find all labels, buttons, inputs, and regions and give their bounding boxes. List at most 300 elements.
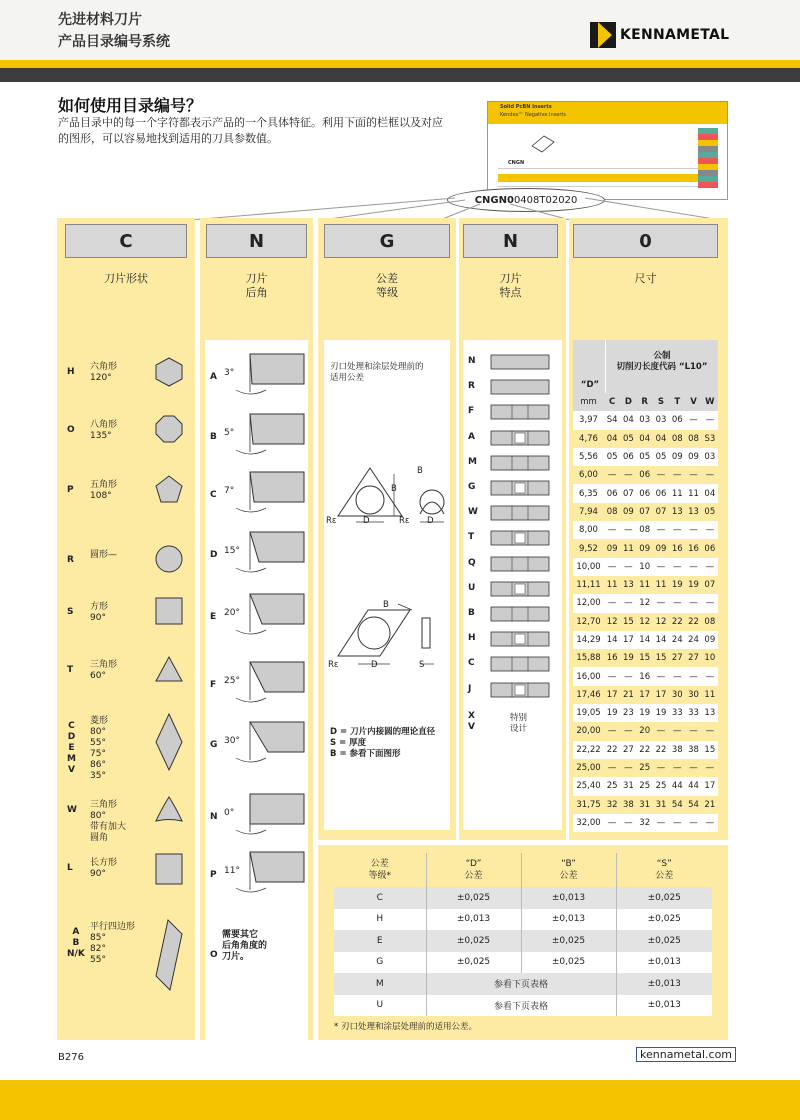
thumbnail-insert-icon — [528, 132, 558, 156]
size-code-cell: 16 — [637, 667, 653, 685]
size-code-cell: — — [604, 722, 620, 740]
size-code-cell: 09 — [637, 539, 653, 557]
table-row — [334, 909, 712, 931]
size-code-cell: 05 — [620, 430, 636, 448]
size-code-cell: — — [669, 759, 685, 777]
clearance-code: E — [210, 612, 217, 622]
size-code-cell: — — [604, 759, 620, 777]
tol-s: ±0,013 — [616, 973, 712, 995]
clearance-angle: 5° — [224, 428, 235, 438]
size-d-value: 6,35 — [573, 484, 604, 502]
size-code-cell: 12 — [653, 613, 669, 631]
size-code-cell: — — [620, 814, 636, 832]
size-code-cell: — — [702, 814, 718, 832]
size-code-cell: 04 — [604, 430, 620, 448]
tol-b: ±0,025 — [521, 930, 616, 952]
clearance-code: D — [210, 550, 218, 560]
tol-d: ±0,013 — [426, 909, 521, 931]
tolerance-table — [334, 853, 712, 1016]
feature-code: F — [468, 406, 475, 417]
size-code-cell: S3 — [702, 430, 718, 448]
feature-profile-icon — [490, 479, 550, 497]
table-row — [334, 995, 712, 1017]
thumbnail-row — [498, 174, 698, 182]
size-code-cell: 07 — [620, 484, 636, 502]
col-label-size: 尺寸 — [634, 272, 657, 285]
size-d-value: 14,29 — [573, 631, 604, 649]
tol-head-b: “B” 公差 — [521, 853, 616, 887]
shape-code: A B N/K — [67, 927, 85, 959]
size-code-cell: — — [669, 814, 685, 832]
size-code-cell: — — [669, 667, 685, 685]
size-code-cell: 25 — [604, 777, 620, 795]
size-code-cell: 25 — [637, 759, 653, 777]
size-code-cell: 22 — [637, 741, 653, 759]
table-row — [573, 741, 718, 759]
size-code-cell: 11 — [653, 576, 669, 594]
tol-grade: G — [334, 952, 426, 974]
feature-profile-icon — [490, 353, 550, 371]
size-col-s: S — [653, 393, 669, 411]
col-header-shape: C — [65, 224, 187, 258]
clearance-code: A — [210, 372, 217, 382]
feature-profile-icon — [490, 429, 550, 447]
size-code-cell: — — [685, 558, 701, 576]
size-code-cell: 17 — [637, 686, 653, 704]
kennametal-logo — [590, 22, 729, 48]
size-code-cell: 06 — [637, 466, 653, 484]
tol-label-b1: B — [391, 484, 397, 494]
size-unit-header: 公制 切削刃长度代码 “L10” — [616, 351, 708, 372]
size-code-cell: — — [669, 594, 685, 612]
rhombus-tolerance-diagram — [326, 596, 452, 676]
size-code-cell: 08 — [702, 613, 718, 631]
size-d-value: 4,76 — [573, 430, 604, 448]
size-code-cell: 07 — [637, 503, 653, 521]
size-code-cell: — — [653, 759, 669, 777]
size-col-c: C — [604, 393, 620, 411]
shape-desc: 长方形 90° — [90, 858, 118, 879]
feature-profile-icon — [490, 454, 550, 472]
tol-d: ±0,025 — [426, 887, 521, 909]
table-row — [573, 576, 718, 594]
clearance-code: B — [210, 432, 217, 442]
table-row — [334, 973, 712, 995]
size-code-cell: 17 — [604, 686, 620, 704]
size-code-cell: — — [702, 594, 718, 612]
header-yellow-band — [0, 60, 800, 68]
size-code-cell: 21 — [620, 686, 636, 704]
size-code-cell: 12 — [637, 613, 653, 631]
table-row — [573, 667, 718, 685]
size-code-cell: 08 — [669, 430, 685, 448]
size-code-cell: 22 — [653, 741, 669, 759]
size-code-cell: 22 — [685, 613, 701, 631]
size-code-cell: 06 — [604, 484, 620, 502]
site-link[interactable]: kennametal.com — [636, 1047, 736, 1062]
size-code-cell: 44 — [669, 777, 685, 795]
tol-s: ±0,013 — [616, 952, 712, 974]
feature-profile-icon — [490, 605, 550, 623]
size-code-cell: 10 — [637, 558, 653, 576]
rectangle-icon — [154, 852, 186, 886]
feature-code: W — [468, 507, 478, 518]
tol-grade: M — [334, 973, 426, 995]
size-code-cell: — — [685, 759, 701, 777]
header-title-line1: 先进材料刀片 — [58, 12, 142, 28]
tol-s: ±0,013 — [616, 995, 712, 1017]
size-code-cell: — — [702, 722, 718, 740]
tolerance-note: 刃口处理和涂层处理前的 适用公差 — [330, 362, 424, 383]
shape-desc: 圆形— — [90, 550, 118, 560]
size-code-cell: — — [669, 521, 685, 539]
shape-code: W — [67, 805, 77, 815]
size-code-cell: — — [685, 411, 701, 429]
size-d-value: 9,52 — [573, 539, 604, 557]
size-code-cell: 11 — [685, 484, 701, 502]
size-code-cell: — — [702, 411, 718, 429]
size-code-cell: — — [604, 814, 620, 832]
size-code-cell: — — [702, 667, 718, 685]
clearance-profile-icon — [246, 470, 306, 516]
size-code-cell: 05 — [604, 448, 620, 466]
size-d-value: 25,00 — [573, 759, 604, 777]
feature-code: J — [468, 683, 472, 694]
size-code-cell: 17 — [620, 631, 636, 649]
size-code-cell: 15 — [702, 741, 718, 759]
table-row — [573, 814, 718, 832]
tol-head-s: “S” 公差 — [616, 853, 712, 887]
size-code-cell: — — [702, 466, 718, 484]
size-code-cell: 27 — [685, 649, 701, 667]
size-code-cell: 27 — [669, 649, 685, 667]
thumbnail-title: Solid PcBN Inserts — [500, 104, 552, 110]
size-code-cell: — — [653, 722, 669, 740]
feature-code: R — [468, 381, 475, 392]
size-code-cell: — — [604, 594, 620, 612]
size-code-cell: — — [620, 667, 636, 685]
size-code-cell: 11 — [702, 686, 718, 704]
size-code-cell: 08 — [685, 430, 701, 448]
size-code-cell: 22 — [604, 741, 620, 759]
feature-code: U — [468, 582, 476, 593]
size-code-cell: 09 — [669, 448, 685, 466]
clearance-code: P — [210, 870, 217, 880]
feature-profile-icon — [490, 504, 550, 522]
size-code-cell: — — [653, 466, 669, 484]
col-label-shape: 刀片形状 — [104, 272, 148, 285]
tolerance-footnote: * 刃口处理和涂层处理前的适用公差。 — [334, 1022, 477, 1032]
col-label-feature: 刀片 特点 — [499, 272, 522, 299]
size-code-cell: 10 — [702, 649, 718, 667]
tol-label-b2: B — [417, 466, 423, 476]
square-icon — [154, 596, 186, 630]
table-row — [573, 777, 718, 795]
feature-profile-icon — [490, 378, 550, 396]
size-d-value: 22,22 — [573, 741, 604, 759]
size-code-cell: 19 — [685, 576, 701, 594]
clearance-code: O — [210, 950, 218, 960]
size-d-value: 20,00 — [573, 722, 604, 740]
triangle-icon — [154, 654, 186, 688]
size-mm-label: mm — [573, 393, 604, 411]
page-number: B276 — [58, 1052, 84, 1063]
size-code-cell: — — [685, 667, 701, 685]
size-code-cell: — — [685, 814, 701, 832]
page-title: 如何使用目录编号？ — [58, 96, 203, 115]
tol-grade: U — [334, 995, 426, 1017]
size-code-cell: 19 — [653, 704, 669, 722]
size-code-cell: — — [685, 521, 701, 539]
feature-profile-icon — [490, 529, 550, 547]
feature-profile-icon — [490, 655, 550, 673]
size-code-cell: — — [620, 759, 636, 777]
tol-label-s: S — [419, 660, 425, 670]
size-code-cell: — — [702, 521, 718, 539]
tol-s: ±0,025 — [616, 887, 712, 909]
size-code-cell: 09 — [604, 539, 620, 557]
size-code-cell: 05 — [702, 503, 718, 521]
table-row — [573, 521, 718, 539]
size-code-cell: 19 — [669, 576, 685, 594]
table-row — [573, 613, 718, 631]
feature-special-label: 特别 设计 — [510, 713, 528, 734]
size-code-cell: 07 — [702, 576, 718, 594]
size-code-cell: 06 — [653, 484, 669, 502]
size-code-cell: 04 — [620, 411, 636, 429]
tol-d: ±0,025 — [426, 952, 521, 974]
size-code-cell: 31 — [653, 796, 669, 814]
tol-head-grade: 公差 等级* — [334, 853, 426, 887]
table-row — [573, 558, 718, 576]
size-code-cell: 11 — [604, 576, 620, 594]
size-code-cell: 06 — [669, 411, 685, 429]
tol-head-d: “D” 公差 — [426, 853, 521, 887]
size-code-cell: 11 — [620, 539, 636, 557]
size-code-cell: 03 — [637, 411, 653, 429]
tol-d: ±0,025 — [426, 930, 521, 952]
clearance-profile-icon — [246, 592, 306, 638]
size-d-value: 16,00 — [573, 667, 604, 685]
col-header-clearance: N — [206, 224, 307, 258]
size-code-cell: 38 — [685, 741, 701, 759]
feature-code: A — [468, 431, 475, 442]
example-code-bold: CNGN0 — [474, 194, 514, 206]
size-code-cell: 13 — [620, 576, 636, 594]
size-code-cell: — — [620, 466, 636, 484]
size-code-cell: 54 — [685, 796, 701, 814]
size-d-value: 7,94 — [573, 503, 604, 521]
tol-grade: H — [334, 909, 426, 931]
thumbnail-rule — [498, 168, 698, 169]
size-code-cell: 12 — [604, 613, 620, 631]
feature-profile-icon — [490, 681, 550, 699]
tol-b: ±0,013 — [521, 909, 616, 931]
size-code-cell: — — [604, 521, 620, 539]
shape-code: H — [67, 367, 75, 377]
size-code-cell: 14 — [637, 631, 653, 649]
tolerance-legend: D = 刀片内接圆的理论直径 S = 厚度 B = 参看下面图形 — [330, 727, 436, 759]
feature-profile-icon — [490, 403, 550, 421]
table-row — [573, 466, 718, 484]
size-code-cell: — — [604, 466, 620, 484]
octagon-icon — [154, 414, 186, 448]
circle-icon — [154, 544, 186, 578]
table-row — [573, 649, 718, 667]
tol-see-next: 参看下页表格 — [426, 973, 616, 995]
size-code-cell: — — [653, 558, 669, 576]
tol-b: ±0,025 — [521, 952, 616, 974]
shape-desc: 六角形 120° — [90, 362, 118, 383]
size-d-value: 25,40 — [573, 777, 604, 795]
thumbnail-sub: CNGN — [508, 160, 525, 166]
clearance-angle: 11° — [224, 866, 240, 876]
size-code-cell: 09 — [685, 448, 701, 466]
clearance-profile-icon — [246, 720, 306, 766]
size-code-cell: 19 — [620, 649, 636, 667]
size-d-header: “D” — [580, 380, 600, 390]
tol-label-re2: Rε — [399, 516, 410, 526]
clearance-code: N — [210, 812, 218, 822]
clearance-angle: 30° — [224, 736, 240, 746]
size-code-cell: 06 — [702, 539, 718, 557]
size-code-cell: — — [653, 667, 669, 685]
col-label-clearance: 刀片 后角 — [245, 272, 268, 299]
shape-code: S — [67, 607, 74, 617]
size-code-cell: 24 — [685, 631, 701, 649]
clearance-angle: 3° — [224, 368, 235, 378]
size-code-cell: 11 — [637, 576, 653, 594]
clearance-angle: 15° — [224, 546, 240, 556]
brand-name: KENNAMETAL — [620, 27, 730, 43]
size-code-cell: 03 — [653, 411, 669, 429]
table-row — [334, 930, 712, 952]
feature-profile-icon — [490, 555, 550, 573]
header-dark-band — [0, 68, 800, 82]
feature-code: H — [468, 633, 476, 644]
intro-text: 产品目录中的每一个字符都表示产品的一个具体特征。利用下面的栏框以及对应的图形，可以容易地找到适用的刀具参数值。 — [58, 116, 443, 145]
size-code-cell: 15 — [637, 649, 653, 667]
size-d-value: 11,11 — [573, 576, 604, 594]
footer-yellow-band — [0, 1080, 800, 1120]
feature-code: C — [468, 658, 475, 669]
shape-code: T — [67, 665, 74, 675]
table-row — [573, 686, 718, 704]
size-table-colheads — [573, 393, 718, 411]
size-code-cell: 27 — [620, 741, 636, 759]
clearance-angle: 20° — [224, 608, 240, 618]
size-code-cell: 08 — [637, 521, 653, 539]
example-code-rest: 0408T02020 — [513, 194, 578, 206]
size-col-r: R — [637, 393, 653, 411]
size-code-cell: — — [669, 558, 685, 576]
table-row — [573, 594, 718, 612]
clearance-profile-icon — [246, 352, 306, 398]
size-code-cell: — — [685, 594, 701, 612]
size-code-cell: — — [685, 722, 701, 740]
size-code-cell: — — [702, 558, 718, 576]
size-code-cell: 03 — [702, 448, 718, 466]
feature-code: M — [468, 456, 477, 467]
size-d-value: 8,00 — [573, 521, 604, 539]
size-code-cell: 19 — [604, 704, 620, 722]
feature-profile-icon — [490, 580, 550, 598]
size-code-cell: 32 — [604, 796, 620, 814]
header-title-line2: 产品目录编号系统 — [58, 34, 170, 50]
feature-code: N — [468, 356, 476, 366]
feature-code: Q — [468, 557, 476, 568]
table-row — [573, 411, 718, 429]
size-d-value: 10,00 — [573, 558, 604, 576]
table-row — [334, 887, 712, 909]
feature-code: G — [468, 482, 476, 492]
size-d-value: 3,97 — [573, 411, 604, 429]
size-code-cell: 13 — [702, 704, 718, 722]
tol-b: ±0,013 — [521, 887, 616, 909]
table-row — [573, 722, 718, 740]
tol-label-d1: D — [363, 516, 370, 526]
clearance-profile-icon — [246, 660, 306, 706]
col-header-tolerance: G — [324, 224, 450, 258]
size-code-cell: 09 — [702, 631, 718, 649]
shape-desc: 平行四边形 85° 82° 55° — [90, 922, 136, 965]
shape-desc: 五角形 108° — [90, 480, 118, 501]
clearance-code: C — [210, 490, 217, 500]
size-code-cell: 11 — [669, 484, 685, 502]
shape-code: R — [67, 555, 74, 565]
shape-code: P — [67, 485, 74, 495]
size-code-cell: — — [653, 814, 669, 832]
size-code-cell: 38 — [669, 741, 685, 759]
tol-see-next: 参看下页表格 — [426, 995, 616, 1017]
size-code-cell: 20 — [637, 722, 653, 740]
size-d-value: 12,70 — [573, 613, 604, 631]
size-code-cell: 31 — [637, 796, 653, 814]
shape-code: C D E M V — [67, 721, 76, 775]
size-d-value: 5,56 — [573, 448, 604, 466]
feature-special-codes: X V — [468, 711, 475, 732]
clearance-code: F — [210, 680, 217, 690]
tol-s: ±0,025 — [616, 909, 712, 931]
size-code-cell: 08 — [604, 503, 620, 521]
size-code-cell: 25 — [653, 777, 669, 795]
size-code-cell: — — [669, 466, 685, 484]
clearance-angle: 7° — [224, 486, 235, 496]
size-code-cell: 13 — [685, 503, 701, 521]
size-col-d: D — [620, 393, 636, 411]
size-code-cell: 12 — [637, 594, 653, 612]
tol-label-b3: B — [383, 600, 389, 610]
shape-code: L — [67, 863, 73, 873]
size-code-cell: 15 — [620, 613, 636, 631]
size-code-cell: 04 — [702, 484, 718, 502]
clearance-angle: 25° — [224, 676, 240, 686]
size-code-cell: 06 — [620, 448, 636, 466]
size-code-cell: S4 — [604, 411, 620, 429]
tol-grade: C — [334, 887, 426, 909]
table-row — [573, 430, 718, 448]
rhombus-icon — [154, 712, 186, 772]
catalog-thumbnail — [487, 101, 728, 200]
size-code-cell: 25 — [637, 777, 653, 795]
size-code-cell: 44 — [685, 777, 701, 795]
size-code-cell: 23 — [620, 704, 636, 722]
size-code-cell: 06 — [637, 484, 653, 502]
size-code-cell: — — [620, 594, 636, 612]
thumbnail-subtitle: Kendex™ Negative Inserts — [500, 112, 566, 118]
size-code-cell: 15 — [653, 649, 669, 667]
size-code-cell: — — [653, 521, 669, 539]
